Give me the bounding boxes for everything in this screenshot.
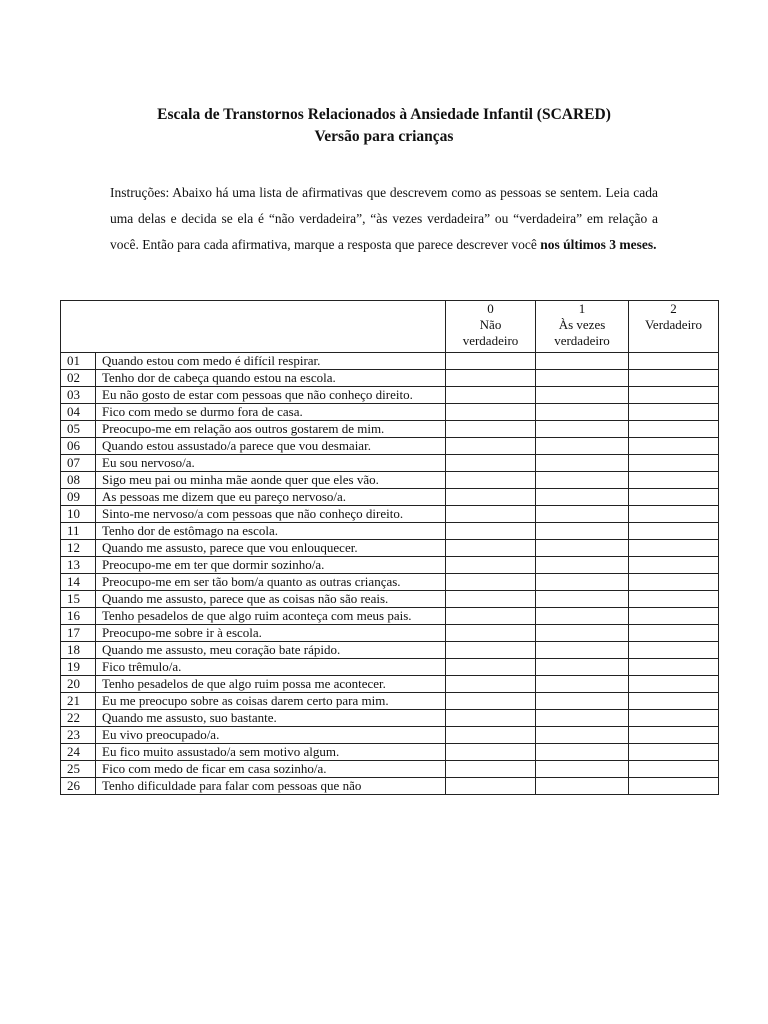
- item-text: Quando me assusto, parece que as coisas não são reais.: [96, 591, 446, 608]
- answer-cell-1[interactable]: [536, 370, 629, 387]
- answer-cell-1[interactable]: [536, 387, 629, 404]
- answer-cell-1[interactable]: [536, 353, 629, 370]
- table-row: [61, 540, 719, 557]
- answer-cell-2[interactable]: [629, 693, 719, 710]
- item-number: 22: [61, 710, 96, 727]
- answer-cell-0[interactable]: [446, 455, 536, 472]
- answer-cell-2[interactable]: [629, 625, 719, 642]
- answer-cell-0[interactable]: [446, 370, 536, 387]
- answer-cell-1[interactable]: [536, 540, 629, 557]
- header-col-2: 2 Verdadeiro: [629, 301, 719, 353]
- item-number: 20: [61, 676, 96, 693]
- item-number: 11: [61, 523, 96, 540]
- answer-cell-2[interactable]: [629, 727, 719, 744]
- item-number: 02: [61, 370, 96, 387]
- answer-cell-0[interactable]: [446, 438, 536, 455]
- answer-cell-0[interactable]: [446, 421, 536, 438]
- item-text: Quando me assusto, meu coração bate rápido.: [96, 642, 446, 659]
- header-blank-cell: [61, 301, 446, 353]
- item-text: Fico com medo de ficar em casa sozinho/a.: [96, 761, 446, 778]
- answer-cell-0[interactable]: [446, 625, 536, 642]
- answer-cell-2[interactable]: [629, 404, 719, 421]
- table-row: [61, 625, 719, 642]
- answer-cell-0[interactable]: [446, 489, 536, 506]
- item-number: 04: [61, 404, 96, 421]
- answer-cell-1[interactable]: [536, 472, 629, 489]
- answer-cell-0[interactable]: [446, 710, 536, 727]
- item-text: Tenho dor de cabeça quando estou na escola.: [96, 370, 446, 387]
- item-number: 01: [61, 353, 96, 370]
- instructions-text: Instruções: Abaixo há uma lista de afirmativas que descrevem como as pessoas se sentem. Leia cada uma delas e decida se ela é “não verdadeira”, “às vezes verdadeira” ou “verdadeira” em relação a você. Então para cada afirmativa, marque a resposta que parece descrever você: [110, 185, 658, 252]
- table-row: [61, 778, 719, 795]
- answer-cell-1[interactable]: [536, 778, 629, 795]
- item-text: Tenho dificuldade para falar com pessoas que não: [96, 778, 446, 795]
- item-number: 03: [61, 387, 96, 404]
- table-row: [61, 642, 719, 659]
- answer-cell-0[interactable]: [446, 642, 536, 659]
- table-body: [61, 353, 719, 795]
- item-text: Eu sou nervoso/a.: [96, 455, 446, 472]
- answer-cell-1[interactable]: [536, 421, 629, 438]
- item-number: 17: [61, 625, 96, 642]
- table-row: [61, 710, 719, 727]
- answer-cell-1[interactable]: [536, 642, 629, 659]
- answer-cell-0[interactable]: [446, 404, 536, 421]
- answer-cell-1[interactable]: [536, 489, 629, 506]
- item-number: 05: [61, 421, 96, 438]
- answer-cell-2[interactable]: [629, 370, 719, 387]
- answer-cell-0[interactable]: [446, 506, 536, 523]
- answer-cell-0[interactable]: [446, 353, 536, 370]
- answer-cell-1[interactable]: [536, 727, 629, 744]
- item-text: Eu me preocupo sobre as coisas darem certo para mim.: [96, 693, 446, 710]
- item-number: 23: [61, 727, 96, 744]
- answer-cell-2[interactable]: [629, 778, 719, 795]
- answer-cell-2[interactable]: [629, 455, 719, 472]
- answer-cell-0[interactable]: [446, 727, 536, 744]
- item-number: 13: [61, 557, 96, 574]
- item-text: Quando me assusto, parece que vou enlouquecer.: [96, 540, 446, 557]
- item-text: As pessoas me dizem que eu pareço nervoso/a.: [96, 489, 446, 506]
- answer-cell-1[interactable]: [536, 557, 629, 574]
- answer-cell-2[interactable]: [629, 710, 719, 727]
- item-text: Tenho pesadelos de que algo ruim possa me acontecer.: [96, 676, 446, 693]
- answer-cell-1[interactable]: [536, 574, 629, 591]
- title-line-1: Escala de Transtornos Relacionados à Ansiedade Infantil (SCARED): [157, 106, 611, 123]
- item-number: 07: [61, 455, 96, 472]
- answer-cell-2[interactable]: [629, 659, 719, 676]
- item-number: 10: [61, 506, 96, 523]
- answer-cell-0[interactable]: [446, 744, 536, 761]
- answer-cell-2[interactable]: [629, 506, 719, 523]
- answer-cell-1[interactable]: [536, 659, 629, 676]
- answer-cell-2[interactable]: [629, 574, 719, 591]
- table-row: [61, 370, 719, 387]
- table-row: [61, 438, 719, 455]
- item-number: 26: [61, 778, 96, 795]
- table-row: [61, 472, 719, 489]
- answer-cell-1[interactable]: [536, 693, 629, 710]
- answer-cell-2[interactable]: [629, 438, 719, 455]
- answer-cell-0[interactable]: [446, 676, 536, 693]
- answer-cell-2[interactable]: [629, 608, 719, 625]
- title-line-2: Versão para crianças: [314, 128, 454, 145]
- item-number: 18: [61, 642, 96, 659]
- item-text: Preocupo-me sobre ir à escola.: [96, 625, 446, 642]
- item-text: Sigo meu pai ou minha mãe aonde quer que eles vão.: [96, 472, 446, 489]
- answer-cell-0[interactable]: [446, 659, 536, 676]
- item-text: Sinto-me nervoso/a com pessoas que não conheço direito.: [96, 506, 446, 523]
- header-col-1: 1 Às vezes verdadeiro: [536, 301, 629, 353]
- answer-cell-1[interactable]: [536, 608, 629, 625]
- item-number: 25: [61, 761, 96, 778]
- item-text: Tenho dor de estômago na escola.: [96, 523, 446, 540]
- page-title: [0, 104, 768, 148]
- table-row: [61, 659, 719, 676]
- answer-cell-2[interactable]: [629, 472, 719, 489]
- answer-cell-2[interactable]: [629, 489, 719, 506]
- answer-cell-2[interactable]: [629, 591, 719, 608]
- answer-cell-1[interactable]: [536, 404, 629, 421]
- item-number: 06: [61, 438, 96, 455]
- item-number: 12: [61, 540, 96, 557]
- answer-cell-2[interactable]: [629, 557, 719, 574]
- answer-cell-1[interactable]: [536, 625, 629, 642]
- table-row: [61, 608, 719, 625]
- answer-cell-0[interactable]: [446, 557, 536, 574]
- answer-cell-1[interactable]: [536, 523, 629, 540]
- item-number: 24: [61, 744, 96, 761]
- answer-cell-1[interactable]: [536, 591, 629, 608]
- answer-cell-0[interactable]: [446, 472, 536, 489]
- table-row: [61, 676, 719, 693]
- answer-cell-0[interactable]: [446, 608, 536, 625]
- item-text: Tenho pesadelos de que algo ruim aconteça com meus pais.: [96, 608, 446, 625]
- table-row: [61, 761, 719, 778]
- table-row: [61, 353, 719, 370]
- answer-cell-1[interactable]: [536, 710, 629, 727]
- table-row: [61, 404, 719, 421]
- item-text: Eu vivo preocupado/a.: [96, 727, 446, 744]
- answer-cell-1[interactable]: [536, 744, 629, 761]
- table-row: [61, 591, 719, 608]
- answer-cell-2[interactable]: [629, 387, 719, 404]
- item-text: Preocupo-me em ser tão bom/a quanto as outras crianças.: [96, 574, 446, 591]
- answer-cell-2[interactable]: [629, 421, 719, 438]
- table-row: [61, 421, 719, 438]
- questionnaire-table: [60, 300, 719, 795]
- table-row: [61, 727, 719, 744]
- item-text: Preocupo-me em relação aos outros gostarem de mim.: [96, 421, 446, 438]
- table-row: [61, 574, 719, 591]
- answer-cell-0[interactable]: [446, 761, 536, 778]
- answer-cell-1[interactable]: [536, 438, 629, 455]
- answer-cell-2[interactable]: [629, 744, 719, 761]
- item-text: Quando me assusto, suo bastante.: [96, 710, 446, 727]
- answer-cell-2[interactable]: [629, 353, 719, 370]
- table-row: [61, 557, 719, 574]
- answer-cell-1[interactable]: [536, 455, 629, 472]
- item-number: 21: [61, 693, 96, 710]
- table-row: [61, 744, 719, 761]
- answer-cell-0[interactable]: [446, 693, 536, 710]
- answer-cell-2[interactable]: [629, 523, 719, 540]
- answer-cell-0[interactable]: [446, 540, 536, 557]
- instructions-paragraph: [110, 180, 658, 258]
- item-text: Preocupo-me em ter que dormir sozinho/a.: [96, 557, 446, 574]
- item-number: 15: [61, 591, 96, 608]
- table-header-row: [61, 301, 719, 353]
- item-text: Eu não gosto de estar com pessoas que não conheço direito.: [96, 387, 446, 404]
- item-text: Quando estou com medo é difícil respirar.: [96, 353, 446, 370]
- item-number: 16: [61, 608, 96, 625]
- answer-cell-2[interactable]: [629, 642, 719, 659]
- item-text: Quando estou assustado/a parece que vou desmaiar.: [96, 438, 446, 455]
- header-col-0: 0 Não verdadeiro: [446, 301, 536, 353]
- table-row: [61, 523, 719, 540]
- answer-cell-0[interactable]: [446, 387, 536, 404]
- item-text: Fico trêmulo/a.: [96, 659, 446, 676]
- table-row: [61, 387, 719, 404]
- answer-cell-1[interactable]: [536, 761, 629, 778]
- item-number: 14: [61, 574, 96, 591]
- answer-cell-2[interactable]: [629, 676, 719, 693]
- table-row: [61, 506, 719, 523]
- item-text: Fico com medo se durmo fora de casa.: [96, 404, 446, 421]
- item-text: Eu fico muito assustado/a sem motivo algum.: [96, 744, 446, 761]
- item-number: 19: [61, 659, 96, 676]
- answer-cell-0[interactable]: [446, 523, 536, 540]
- table-row: [61, 693, 719, 710]
- answer-cell-2[interactable]: [629, 540, 719, 557]
- table-row: [61, 489, 719, 506]
- answer-cell-1[interactable]: [536, 506, 629, 523]
- answer-cell-0[interactable]: [446, 778, 536, 795]
- answer-cell-0[interactable]: [446, 591, 536, 608]
- table-row: [61, 455, 719, 472]
- item-number: 09: [61, 489, 96, 506]
- answer-cell-2[interactable]: [629, 761, 719, 778]
- answer-cell-1[interactable]: [536, 676, 629, 693]
- item-number: 08: [61, 472, 96, 489]
- answer-cell-0[interactable]: [446, 574, 536, 591]
- instructions-emphasis: nos últimos 3 meses.: [540, 237, 657, 252]
